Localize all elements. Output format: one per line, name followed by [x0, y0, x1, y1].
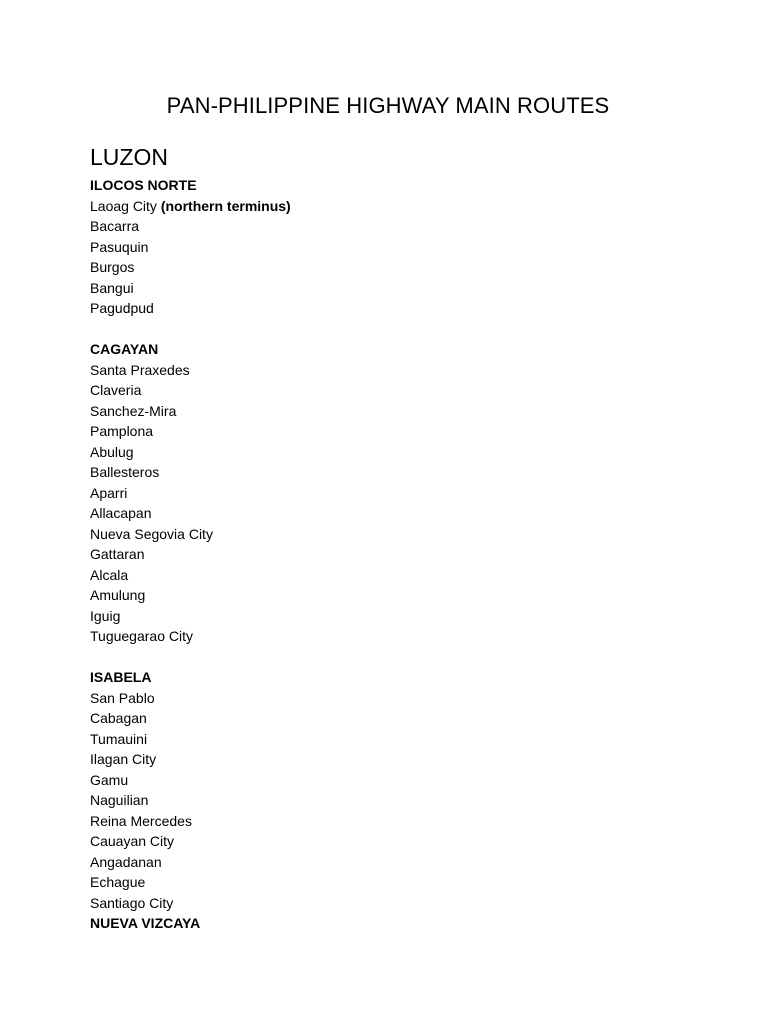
- place-item: Cauayan City: [90, 833, 175, 849]
- place-item: Pamplona: [90, 423, 154, 439]
- region-heading: LUZON: [90, 144, 168, 170]
- document-body: [90, 142, 690, 934]
- province-heading: NUEVA VIZCAYA: [90, 915, 201, 931]
- place-item: Pagudpud: [90, 300, 154, 316]
- section-spacer: [90, 647, 690, 668]
- place-item: Santiago City: [90, 894, 174, 911]
- place-item: Ballesteros: [90, 464, 160, 480]
- place-item: Ilagan City: [90, 751, 157, 767]
- place-list: [90, 196, 690, 319]
- province-heading: ILOCOS NORTE: [90, 177, 197, 193]
- place-item: Pasuquin: [90, 238, 149, 255]
- place-item: Reina Mercedes: [90, 812, 192, 829]
- place-item: Aparri: [90, 484, 128, 501]
- place-item: Abulug: [90, 443, 134, 460]
- place-item: Nueva Segovia City: [90, 525, 213, 542]
- province-heading: ISABELA: [90, 669, 152, 685]
- place-item: Allacapan: [90, 505, 152, 521]
- terminus-note: (northern terminus): [160, 197, 291, 214]
- place-item: Claveria: [90, 382, 142, 398]
- place-item: Angadanan: [90, 853, 162, 870]
- place-item: Tumauini: [90, 730, 148, 747]
- province-section-nueva-vizcaya: [90, 913, 690, 934]
- place-item: Burgos: [90, 259, 135, 275]
- place-item: San Pablo: [90, 689, 155, 706]
- place-item: Amulung: [90, 587, 146, 603]
- province-heading: CAGAYAN: [90, 341, 159, 357]
- section-spacer: [90, 319, 690, 340]
- place-list: [90, 688, 690, 914]
- place-item: Santa Praxedes: [90, 361, 190, 378]
- place-item: Gattaran: [90, 546, 145, 562]
- place-item: Alcala: [90, 566, 129, 583]
- place-item: Iguig: [90, 607, 121, 624]
- place-item: Bacarra: [90, 218, 140, 234]
- province-section-isabela: [90, 667, 690, 913]
- place-item: Tuguegarao City: [90, 628, 193, 644]
- document-title: PAN-PHILIPPINE HIGHWAY MAIN ROUTES: [166, 93, 610, 118]
- place-item: Sanchez-Mira: [90, 402, 177, 419]
- place-item: Echague: [90, 874, 146, 890]
- province-section-ilocos-norte: [90, 175, 690, 319]
- province-section-cagayan: [90, 339, 690, 647]
- place-list: [90, 360, 690, 647]
- place-item: Bangui: [90, 279, 134, 296]
- place-name: Laoag City: [90, 197, 157, 214]
- place-item: [90, 196, 690, 217]
- place-item: Gamu: [90, 771, 129, 788]
- place-item: Cabagan: [90, 710, 147, 726]
- place-item: Naguilian: [90, 792, 149, 808]
